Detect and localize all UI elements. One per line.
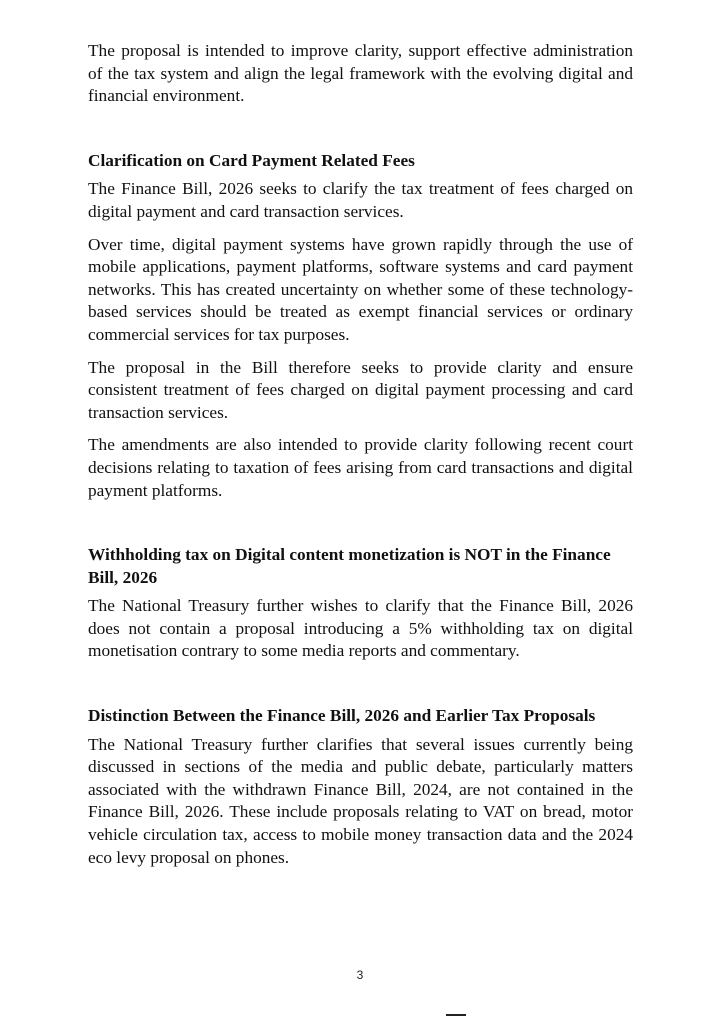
- paragraph: The Finance Bill, 2026 seeks to clarify the tax treatment of fees charged on digital payment and card transaction services.: [88, 179, 633, 221]
- section-earlier-proposals: [88, 705, 633, 869]
- section-spacer: [88, 118, 633, 150]
- paragraph: Over time, digital payment systems have grown rapidly through the use of mobile applications, payment platforms, software systems and card payment networks. This has created uncertainty on whether some of these technology-based services should be treated as exempt financial services or ordinary commercial services for tax purposes.: [88, 234, 633, 344]
- section-card-payment-fees: [88, 150, 633, 502]
- section-heading: Distinction Between the Finance Bill, 2026 and Earlier Tax Proposals: [88, 706, 596, 726]
- paragraph: The amendments are also intended to provide clarity following recent court decisions relating to taxation of fees arising from card transactions and digital payment platforms.: [88, 435, 633, 500]
- intro-paragraph: The proposal is intended to improve clarity, support effective administration of the tax system and align the legal framework with the evolving digital and financial environment.: [88, 41, 633, 106]
- section-spacer: [88, 673, 633, 705]
- document-page: [88, 40, 633, 879]
- section-heading: Withholding tax on Digital content monetization is NOT in the Finance Bill, 2026: [88, 545, 611, 587]
- section-withholding-tax: [88, 544, 633, 663]
- paragraph: The National Treasury further wishes to clarify that the Finance Bill, 2026 does not contain a proposal introducing a 5% withholding tax on digital monetisation contrary to some media reports and commentary.: [88, 596, 633, 661]
- section-heading: Clarification on Card Payment Related Fees: [88, 150, 415, 170]
- paragraph: The proposal in the Bill therefore seeks to provide clarity and ensure consistent treatment of fees charged on digital payment processing and card transaction services.: [88, 357, 633, 422]
- paragraph: The National Treasury further clarifies that several issues currently being discussed in sections of the media and public debate, particularly matters associated with the withdrawn Finance Bill, 2024, are not contained in the Finance Bill, 2026. These include proposals relating to VAT on bread, motor vehicle circulation tax, access to mobile money transaction data and the 2024 eco levy proposal on phones.: [88, 734, 633, 867]
- page-number: 3: [356, 968, 364, 982]
- section-spacer: [88, 512, 633, 544]
- bottom-edge-mark: [446, 1014, 466, 1016]
